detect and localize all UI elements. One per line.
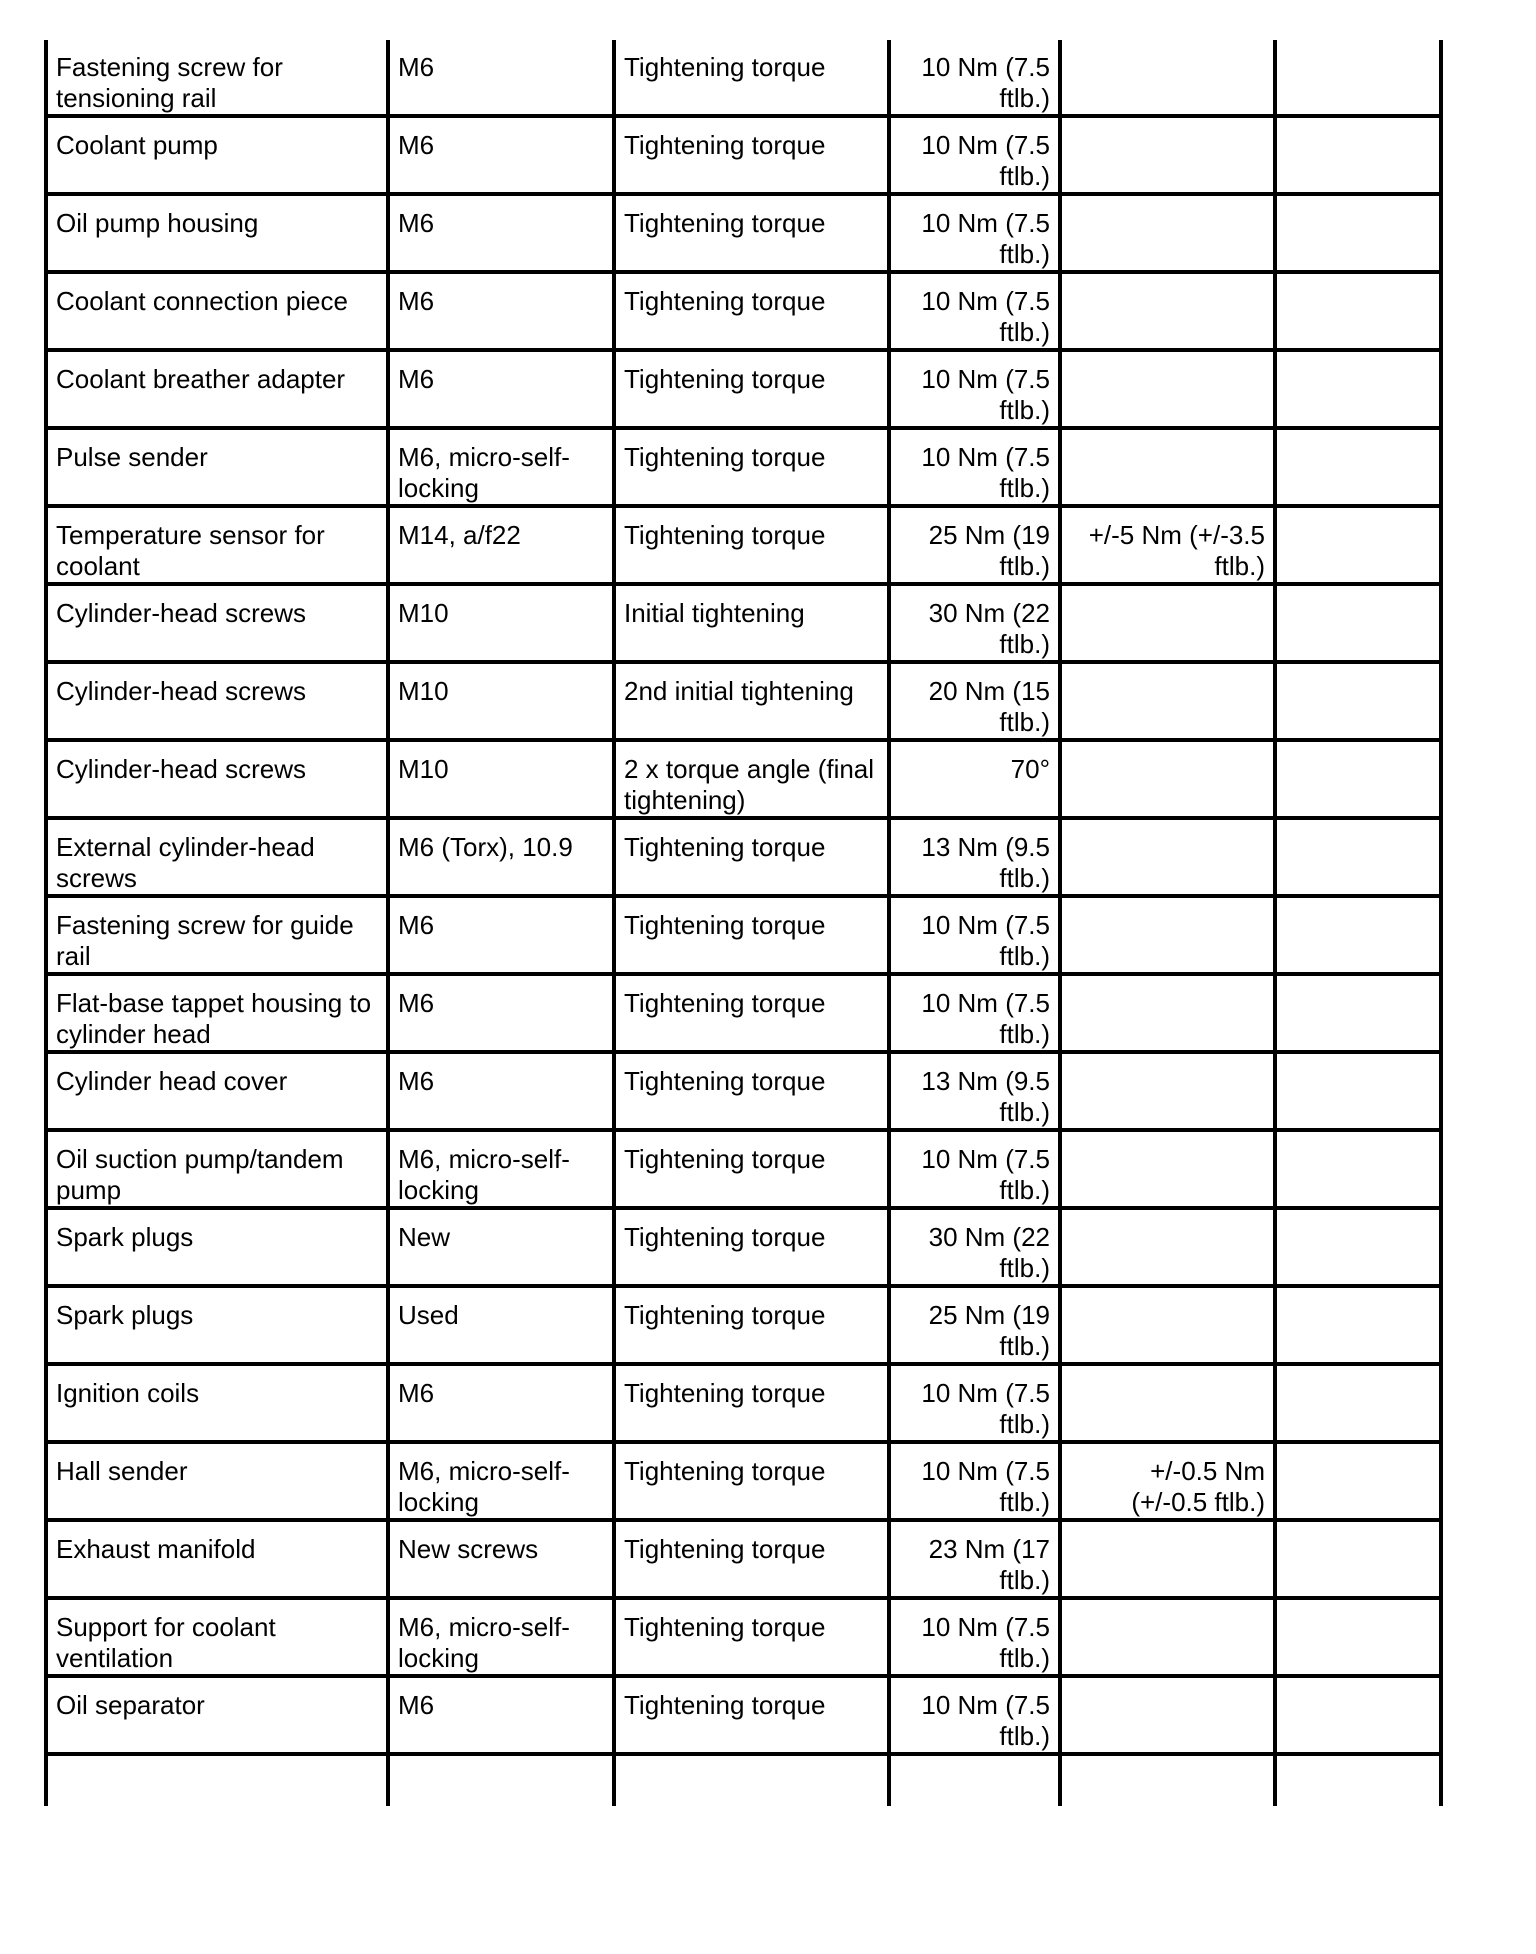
procedure-cell: Tightening torque — [614, 1598, 889, 1676]
torque-value-cell: 70° — [889, 740, 1060, 818]
notes-cell — [1275, 584, 1441, 662]
component-cell: Support for coolant ventilation — [46, 1598, 388, 1676]
component-cell: Ignition coils — [46, 1364, 388, 1442]
component-cell: Fastening screw for guide rail — [46, 896, 388, 974]
torque-value-cell: 25 Nm (19 ftlb.) — [889, 1286, 1060, 1364]
component-cell: Cylinder-head screws — [46, 740, 388, 818]
table-row — [46, 1676, 1441, 1754]
procedure-cell: Tightening torque — [614, 116, 889, 194]
procedure-cell: Tightening torque — [614, 40, 889, 116]
procedure-cell: Tightening torque — [614, 1052, 889, 1130]
notes-cell — [1275, 1676, 1441, 1754]
notes-cell — [1275, 662, 1441, 740]
component-cell: Coolant breather adapter — [46, 350, 388, 428]
notes-cell — [1275, 428, 1441, 506]
thread-cell: M6 — [388, 272, 614, 350]
component-cell: Cylinder head cover — [46, 1052, 388, 1130]
procedure-cell: Tightening torque — [614, 1520, 889, 1598]
notes-cell — [1275, 116, 1441, 194]
empty-cell — [889, 1754, 1060, 1806]
table-row — [46, 350, 1441, 428]
component-cell: Oil separator — [46, 1676, 388, 1754]
thread-cell: M10 — [388, 584, 614, 662]
table-row — [46, 428, 1441, 506]
torque-value-cell: 10 Nm (7.5 ftlb.) — [889, 116, 1060, 194]
table-body — [46, 40, 1441, 1806]
procedure-cell: Initial tightening — [614, 584, 889, 662]
component-cell: Flat-base tappet housing to cylinder head — [46, 974, 388, 1052]
torque-value-cell: 10 Nm (7.5 ftlb.) — [889, 974, 1060, 1052]
table-row — [46, 974, 1441, 1052]
notes-cell — [1275, 1520, 1441, 1598]
component-cell: Cylinder-head screws — [46, 584, 388, 662]
tolerance-cell — [1060, 974, 1275, 1052]
notes-cell — [1275, 1364, 1441, 1442]
table-row — [46, 40, 1441, 116]
thread-cell: M6 (Torx), 10.9 — [388, 818, 614, 896]
notes-cell — [1275, 194, 1441, 272]
component-cell: Oil pump housing — [46, 194, 388, 272]
torque-value-cell: 10 Nm (7.5 ftlb.) — [889, 194, 1060, 272]
thread-cell: M6 — [388, 1052, 614, 1130]
thread-cell: M10 — [388, 740, 614, 818]
tolerance-cell — [1060, 1364, 1275, 1442]
component-cell: Oil suction pump/tandem pump — [46, 1130, 388, 1208]
torque-value-cell: 10 Nm (7.5 ftlb.) — [889, 1130, 1060, 1208]
thread-cell: M6 — [388, 1364, 614, 1442]
tolerance-cell — [1060, 896, 1275, 974]
torque-value-cell: 10 Nm (7.5 ftlb.) — [889, 428, 1060, 506]
thread-cell: M6 — [388, 40, 614, 116]
procedure-cell: Tightening torque — [614, 818, 889, 896]
table-row — [46, 662, 1441, 740]
component-cell: Temperature sensor for coolant — [46, 506, 388, 584]
notes-cell — [1275, 1286, 1441, 1364]
notes-cell — [1275, 1052, 1441, 1130]
procedure-cell: Tightening torque — [614, 1676, 889, 1754]
torque-value-cell: 10 Nm (7.5 ftlb.) — [889, 1364, 1060, 1442]
torque-value-cell: 23 Nm (17 ftlb.) — [889, 1520, 1060, 1598]
component-cell: Hall sender — [46, 1442, 388, 1520]
procedure-cell: Tightening torque — [614, 272, 889, 350]
thread-cell: M6 — [388, 350, 614, 428]
procedure-cell: Tightening torque — [614, 506, 889, 584]
tolerance-cell — [1060, 818, 1275, 896]
procedure-cell: 2 x torque angle (final tightening) — [614, 740, 889, 818]
procedure-cell: Tightening torque — [614, 896, 889, 974]
torque-value-cell: 10 Nm (7.5 ftlb.) — [889, 272, 1060, 350]
empty-cell — [1060, 1754, 1275, 1806]
tolerance-cell — [1060, 740, 1275, 818]
notes-cell — [1275, 740, 1441, 818]
component-cell: Exhaust manifold — [46, 1520, 388, 1598]
tolerance-cell — [1060, 1676, 1275, 1754]
torque-value-cell: 13 Nm (9.5 ftlb.) — [889, 1052, 1060, 1130]
tolerance-cell — [1060, 1052, 1275, 1130]
tolerance-cell — [1060, 1208, 1275, 1286]
table-row — [46, 194, 1441, 272]
torque-value-cell: 10 Nm (7.5 ftlb.) — [889, 1676, 1060, 1754]
component-cell: Fastening screw for tensioning rail — [46, 40, 388, 116]
tolerance-cell — [1060, 662, 1275, 740]
procedure-cell: Tightening torque — [614, 428, 889, 506]
table-row — [46, 272, 1441, 350]
tolerance-cell — [1060, 1520, 1275, 1598]
tolerance-cell — [1060, 272, 1275, 350]
thread-cell: M6 — [388, 194, 614, 272]
procedure-cell: Tightening torque — [614, 194, 889, 272]
notes-cell — [1275, 1208, 1441, 1286]
empty-cell — [1275, 1754, 1441, 1806]
thread-cell: Used — [388, 1286, 614, 1364]
tolerance-cell: +/-5 Nm (+/-3.5 ftlb.) — [1060, 506, 1275, 584]
torque-value-cell: 10 Nm (7.5 ftlb.) — [889, 1598, 1060, 1676]
notes-cell — [1275, 506, 1441, 584]
table-row — [46, 506, 1441, 584]
table-row — [46, 1208, 1441, 1286]
procedure-cell: Tightening torque — [614, 974, 889, 1052]
thread-cell: New screws — [388, 1520, 614, 1598]
empty-cell — [46, 1754, 388, 1806]
table-row — [46, 818, 1441, 896]
torque-value-cell: 10 Nm (7.5 ftlb.) — [889, 350, 1060, 428]
thread-cell: M6, micro-self-locking — [388, 428, 614, 506]
table-row — [46, 584, 1441, 662]
table-row — [46, 1052, 1441, 1130]
tolerance-cell: +/-0.5 Nm (+/-0.5 ftlb.) — [1060, 1442, 1275, 1520]
thread-cell: M6 — [388, 1676, 614, 1754]
thread-cell: M6 — [388, 974, 614, 1052]
table-row — [46, 1598, 1441, 1676]
table-row — [46, 1286, 1441, 1364]
thread-cell: M10 — [388, 662, 614, 740]
thread-cell: M6, micro-self-locking — [388, 1442, 614, 1520]
tolerance-cell — [1060, 350, 1275, 428]
torque-value-cell: 30 Nm (22 ftlb.) — [889, 1208, 1060, 1286]
torque-value-cell: 10 Nm (7.5 ftlb.) — [889, 1442, 1060, 1520]
table-row — [46, 1442, 1441, 1520]
torque-value-cell: 10 Nm (7.5 ftlb.) — [889, 40, 1060, 116]
torque-value-cell: 10 Nm (7.5 ftlb.) — [889, 896, 1060, 974]
tolerance-cell — [1060, 428, 1275, 506]
thread-cell: M6 — [388, 116, 614, 194]
tolerance-cell — [1060, 1130, 1275, 1208]
tolerance-cell — [1060, 1286, 1275, 1364]
component-cell: Coolant connection piece — [46, 272, 388, 350]
table-row — [46, 1130, 1441, 1208]
torque-value-cell: 25 Nm (19 ftlb.) — [889, 506, 1060, 584]
component-cell: Cylinder-head screws — [46, 662, 388, 740]
component-cell: External cylinder-head screws — [46, 818, 388, 896]
table-row — [46, 1364, 1441, 1442]
component-cell: Spark plugs — [46, 1286, 388, 1364]
table-row — [46, 116, 1441, 194]
procedure-cell: Tightening torque — [614, 1286, 889, 1364]
tolerance-cell — [1060, 40, 1275, 116]
thread-cell: M6 — [388, 896, 614, 974]
component-cell: Coolant pump — [46, 116, 388, 194]
notes-cell — [1275, 40, 1441, 116]
torque-spec-table — [44, 40, 1443, 1806]
torque-value-cell: 13 Nm (9.5 ftlb.) — [889, 818, 1060, 896]
thread-cell: M6, micro-self-locking — [388, 1130, 614, 1208]
table-row — [46, 896, 1441, 974]
procedure-cell: Tightening torque — [614, 1208, 889, 1286]
table-row — [46, 740, 1441, 818]
tolerance-cell — [1060, 116, 1275, 194]
component-cell: Spark plugs — [46, 1208, 388, 1286]
procedure-cell: Tightening torque — [614, 1442, 889, 1520]
tolerance-cell — [1060, 1598, 1275, 1676]
procedure-cell: 2nd initial tightening — [614, 662, 889, 740]
notes-cell — [1275, 1130, 1441, 1208]
notes-cell — [1275, 818, 1441, 896]
empty-table-row — [46, 1754, 1441, 1806]
thread-cell: New — [388, 1208, 614, 1286]
procedure-cell: Tightening torque — [614, 350, 889, 428]
notes-cell — [1275, 272, 1441, 350]
notes-cell — [1275, 974, 1441, 1052]
tolerance-cell — [1060, 194, 1275, 272]
tolerance-cell — [1060, 584, 1275, 662]
torque-value-cell: 20 Nm (15 ftlb.) — [889, 662, 1060, 740]
thread-cell: M14, a/f22 — [388, 506, 614, 584]
empty-cell — [614, 1754, 889, 1806]
table-row — [46, 1520, 1441, 1598]
component-cell: Pulse sender — [46, 428, 388, 506]
thread-cell: M6, micro-self-locking — [388, 1598, 614, 1676]
notes-cell — [1275, 350, 1441, 428]
empty-cell — [388, 1754, 614, 1806]
procedure-cell: Tightening torque — [614, 1130, 889, 1208]
procedure-cell: Tightening torque — [614, 1364, 889, 1442]
torque-value-cell: 30 Nm (22 ftlb.) — [889, 584, 1060, 662]
notes-cell — [1275, 1442, 1441, 1520]
notes-cell — [1275, 1598, 1441, 1676]
notes-cell — [1275, 896, 1441, 974]
